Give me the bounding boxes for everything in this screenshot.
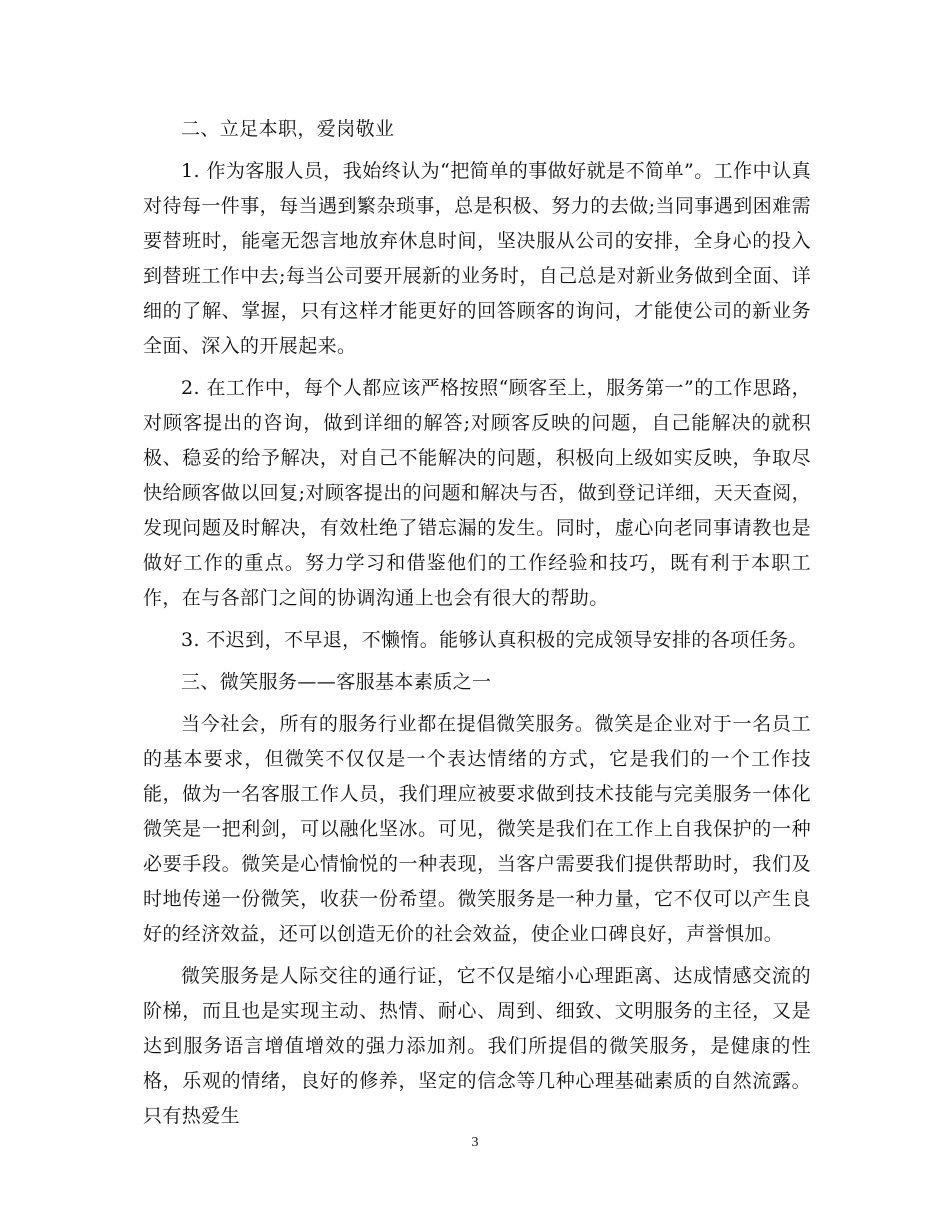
- paragraph-item-2: 2. 在工作中，每个人都应该严格按照“顾客至上，服务第一”的工作思路，对顾客提出的咨询，做到详细的解答;对顾客反映的问题，自己能解决的就积极、稳妥的给予解决，对自己不能解决的问题，积极向上级如实反映，争取尽快给顾客做以回复;对顾客提出的问题和解决与否，做到登记详细，天天查阅，发现问题及时解决，有效杜绝了错忘漏的发生。同时，虚心向老同事请教也是做好工作的重点。努力学习和借鉴他们的工作经验和技巧，既有利于本职工作，在与各部门之间的协调沟通上也会有很大的帮助。: [143, 377, 811, 609]
- document-body: [143, 112, 811, 1141]
- page-number: 3: [471, 1135, 479, 1150]
- section-heading-3: 三、微笑服务——客服基本素质之一: [181, 671, 492, 693]
- paragraph-smile-service-2: 微笑服务是人际交往的通行证，它不仅是缩小心理距离、达成情感交流的阶梯，而且也是实现主动、热情、耐心、周到、细致、文明服务的主径，又是达到服务语言增值增效的强力添加剂。我们所提倡的微笑服务，是健康的性格，乐观的情绪，良好的修养，坚定的信念等几种心理基础素质的自然流露。只有热爱生: [143, 965, 811, 1127]
- section-heading-2: 二、立足本职，爱岗敬业: [181, 118, 395, 140]
- paragraph-smile-service-1: 当今社会，所有的服务行业都在提倡微笑服务。微笑是企业对于一名员工的基本要求，但微笑不仅仅是一个表达情绪的方式，它是我们的一个工作技能，做为一名客服工作人员，我们理应被要求做到技术技能与完美服务一体化微笑是一把利剑，可以融化坚冰。可见，微笑是我们在工作上自我保护的一种必要手段。微笑是心情愉悦的一种表现，当客户需要我们提供帮助时，我们及时地传递一份微笑，收获一份希望。微笑服务是一种力量，它不仅可以产生良好的经济效益，还可以创造无价的社会效益，使企业口碑良好，声誉惧加。: [143, 713, 811, 945]
- paragraph-item-3: 3. 不迟到，不早退，不懒惰。能够认真积极的完成领导安排的各项任务。: [181, 629, 808, 651]
- paragraph-item-1: 1. 作为客服人员，我始终认为“把简单的事做好就是不简单”。工作中认真对待每一件事，每当遇到繁杂琐事，总是积极、努力的去做;当同事遇到困难需要替班时，能毫无怨言地放弃休息时间，坚决服从公司的安排，全身心的投入到替班工作中去;每当公司要开展新的业务时，自己总是对新业务做到全面、详细的了解、掌握，只有这样才能更好的回答顾客的询问，才能使公司的新业务全面、深入的开展起来。: [143, 160, 811, 357]
